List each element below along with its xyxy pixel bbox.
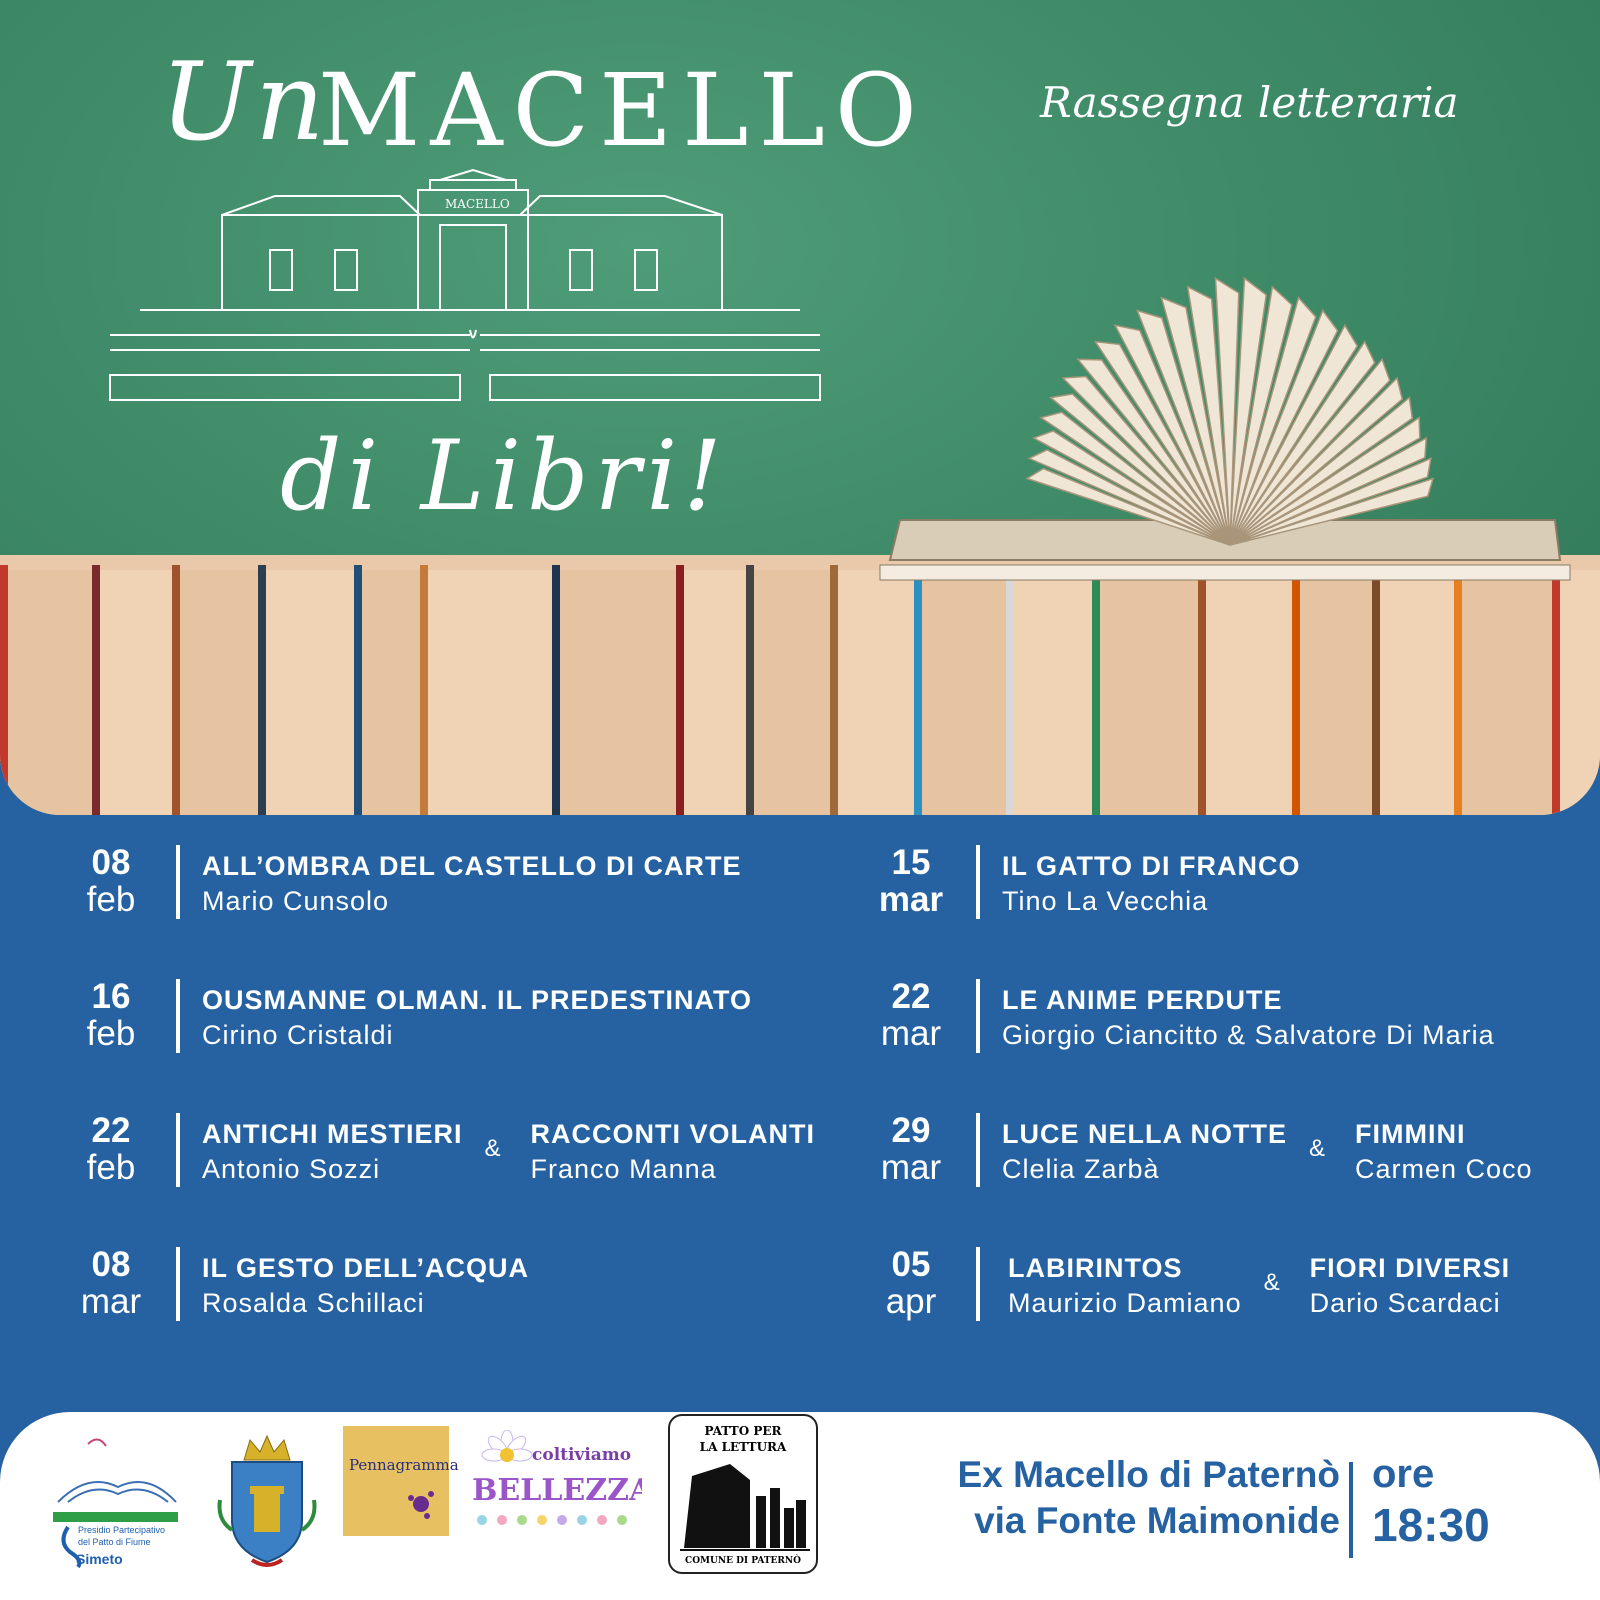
- bellezza-line2: BELLEZZA: [472, 1473, 642, 1508]
- book-spine: [1454, 570, 1552, 815]
- event-date: [66, 1247, 156, 1319]
- event-divider: [176, 1113, 180, 1187]
- event-day: 16: [91, 977, 131, 1016]
- book-entry: [1002, 1113, 1287, 1185]
- event-month: mar: [878, 880, 944, 919]
- event-day: 22: [91, 1111, 131, 1150]
- book-entry: [1310, 1247, 1511, 1319]
- book-author: Rosalda Schillaci: [202, 1288, 425, 1318]
- book-author: Giorgio Ciancitto & Salvatore Di Maria: [1002, 1020, 1495, 1050]
- book-cover-edge: [1006, 565, 1014, 815]
- coat-of-arms-icon: [212, 1430, 322, 1580]
- book-spine: [92, 570, 172, 815]
- event-date: [866, 1113, 956, 1185]
- book-cover-edge: [1092, 565, 1100, 815]
- patto-line3: COMUNE DI PATERNÒ: [685, 1556, 801, 1566]
- book-entry: [1002, 845, 1301, 917]
- book-spine: [1372, 570, 1454, 815]
- book-title: LUCE NELLA NOTTE: [1002, 1119, 1287, 1149]
- open-book-icon: [880, 278, 1570, 580]
- book-cover-edge: [552, 565, 560, 815]
- event-month: feb: [86, 880, 136, 919]
- book-spine: [0, 570, 92, 815]
- event-divider: [976, 1113, 980, 1187]
- footer: [0, 1412, 1600, 1600]
- event-day: 22: [891, 977, 931, 1016]
- book-cover-edge: [420, 565, 428, 815]
- event-month: mar: [80, 1282, 142, 1321]
- tower-books-icon: [670, 1416, 820, 1576]
- book-entry: [202, 979, 752, 1051]
- title-word-macello: MACELLO: [318, 52, 927, 169]
- book-author: Tino La Vecchia: [1002, 886, 1209, 916]
- event-date: [866, 979, 956, 1051]
- book-spine: [1198, 570, 1292, 815]
- book-entry: [202, 1113, 463, 1185]
- book-title: IL GESTO DELL’ACQUA: [202, 1253, 530, 1283]
- simeto-line2: del Patto di Fiume: [78, 1537, 151, 1547]
- book-entry: [1002, 979, 1495, 1051]
- venue-address: [870, 1452, 1340, 1545]
- book-cover-edge: [1198, 565, 1206, 815]
- coat-of-arms-logo: [212, 1430, 322, 1580]
- event-divider: [176, 845, 180, 919]
- book-title: LABIRINTOS: [1008, 1253, 1183, 1283]
- venue-divider: [1349, 1462, 1353, 1558]
- subtitle: Rassegna letteraria: [1040, 78, 1459, 127]
- book-cover-edge: [676, 565, 684, 815]
- event-month: mar: [880, 1148, 942, 1187]
- ampersand: &: [484, 1135, 501, 1162]
- book-cover-edge: [1372, 565, 1380, 815]
- book-cover-edge: [1552, 565, 1560, 815]
- event-divider: [976, 1247, 980, 1321]
- book-cover-edge: [914, 565, 922, 815]
- book-spine: [420, 570, 552, 815]
- book-author: Franco Manna: [530, 1154, 717, 1184]
- book-title: FIMMINI: [1355, 1119, 1466, 1149]
- book-spine: [1006, 570, 1092, 815]
- event-date: [66, 979, 156, 1051]
- event-item: [66, 979, 752, 1053]
- title-word-libri: di Libri!: [280, 420, 728, 532]
- book-title: RACCONTI VOLANTI: [530, 1119, 816, 1149]
- event-item: [66, 845, 742, 919]
- book-cover-edge: [830, 565, 838, 815]
- book-author: Carmen Coco: [1355, 1154, 1533, 1184]
- book-author: Clelia Zarbà: [1002, 1154, 1160, 1184]
- simeto-logo: [48, 1432, 183, 1572]
- event-divider: [976, 979, 980, 1053]
- event-item: [866, 1113, 1533, 1187]
- bellezza-logo: [472, 1430, 642, 1540]
- event-date: [866, 1247, 956, 1319]
- ampersand: &: [1309, 1135, 1326, 1162]
- book-spine: [914, 570, 1006, 815]
- patto-line1: PATTO PER: [704, 1424, 782, 1438]
- event-day: 15: [891, 843, 931, 882]
- event-item: [66, 1247, 529, 1321]
- time-label: ore: [1372, 1452, 1435, 1496]
- book-entry: [202, 845, 742, 917]
- book-entry: [1008, 1247, 1242, 1319]
- title-word-un: Un: [160, 40, 329, 165]
- book-entry: [202, 1247, 529, 1319]
- book-spine: [354, 570, 420, 815]
- event-date: [866, 845, 956, 917]
- book-title: IL GATTO DI FRANCO: [1002, 851, 1301, 881]
- pennagramma-logo: [343, 1426, 459, 1536]
- book-cover-edge: [1292, 565, 1300, 815]
- book-spine: [676, 570, 746, 815]
- daisy-icon: [472, 1430, 642, 1540]
- book-cover-edge: [172, 565, 180, 815]
- book-spine: [1092, 570, 1198, 815]
- event-item: [66, 1113, 815, 1187]
- book-entry: [531, 1113, 815, 1185]
- venue-line-2: via Fonte Maimonide: [974, 1500, 1340, 1542]
- book-author: Antonio Sozzi: [202, 1154, 381, 1184]
- book-cover-edge: [1454, 565, 1462, 815]
- event-divider: [976, 845, 980, 919]
- event-day: 08: [91, 1245, 131, 1284]
- book-author: Maurizio Damiano: [1008, 1288, 1242, 1318]
- event-item: [866, 1247, 1510, 1321]
- book-spine: [830, 570, 914, 815]
- book-cover-edge: [0, 565, 8, 815]
- event-date: [66, 1113, 156, 1185]
- simeto-line3: Simeto: [76, 1551, 123, 1567]
- book-spine: [1292, 570, 1372, 815]
- time-value: 18:30: [1372, 1499, 1490, 1551]
- bellezza-line1: coltiviamo: [532, 1445, 632, 1465]
- event-month: feb: [86, 1014, 136, 1053]
- book-spine: [258, 570, 354, 815]
- book-entry: [1355, 1113, 1533, 1185]
- book-author: Mario Cunsolo: [202, 886, 390, 916]
- ink-splash-icon: [343, 1426, 449, 1536]
- patto-line2: LA LETTURA: [699, 1439, 787, 1454]
- event-item: [866, 979, 1495, 1053]
- event-divider: [176, 1247, 180, 1321]
- pennagramma-text: Pennagramma: [349, 1456, 459, 1474]
- book-cover-edge: [258, 565, 266, 815]
- book-author: Dario Scardaci: [1309, 1288, 1501, 1318]
- ampersand: &: [1263, 1269, 1280, 1296]
- book-spine: [746, 570, 830, 815]
- book-title: OUSMANNE OLMAN. IL PREDESTINATO: [202, 985, 753, 1015]
- event-month: feb: [86, 1148, 136, 1187]
- event-time: [1372, 1450, 1490, 1553]
- building-sign: MACELLO: [445, 197, 510, 211]
- book-author: Cirino Cristaldi: [202, 1020, 394, 1050]
- event-item: [866, 845, 1301, 919]
- book-title: LE ANIME PERDUTE: [1002, 985, 1283, 1015]
- book-title: ANTICHI MESTIERI: [202, 1119, 463, 1149]
- patto-lettura-logo: [668, 1414, 818, 1574]
- event-schedule: [0, 815, 1600, 1405]
- event-divider: [176, 979, 180, 1053]
- event-day: 08: [91, 843, 131, 882]
- book-cover-edge: [92, 565, 100, 815]
- event-month: mar: [880, 1014, 942, 1053]
- book-title: ALL’OMBRA DEL CASTELLO DI CARTE: [202, 851, 742, 881]
- event-month: apr: [885, 1282, 937, 1321]
- books-row: [0, 555, 1600, 815]
- simeto-line1: Presidio Partecipativo: [78, 1525, 166, 1535]
- event-day: 29: [891, 1111, 931, 1150]
- book-spine: [552, 570, 676, 815]
- event-date: [66, 845, 156, 917]
- book-cover-edge: [746, 565, 754, 815]
- simeto-river-icon: [48, 1432, 183, 1572]
- book-spine: [172, 570, 258, 815]
- book-title: FIORI DIVERSI: [1309, 1253, 1511, 1283]
- book-cover-edge: [354, 565, 362, 815]
- event-day: 05: [891, 1245, 931, 1284]
- venue-line-1: Ex Macello di Paternò: [957, 1454, 1340, 1495]
